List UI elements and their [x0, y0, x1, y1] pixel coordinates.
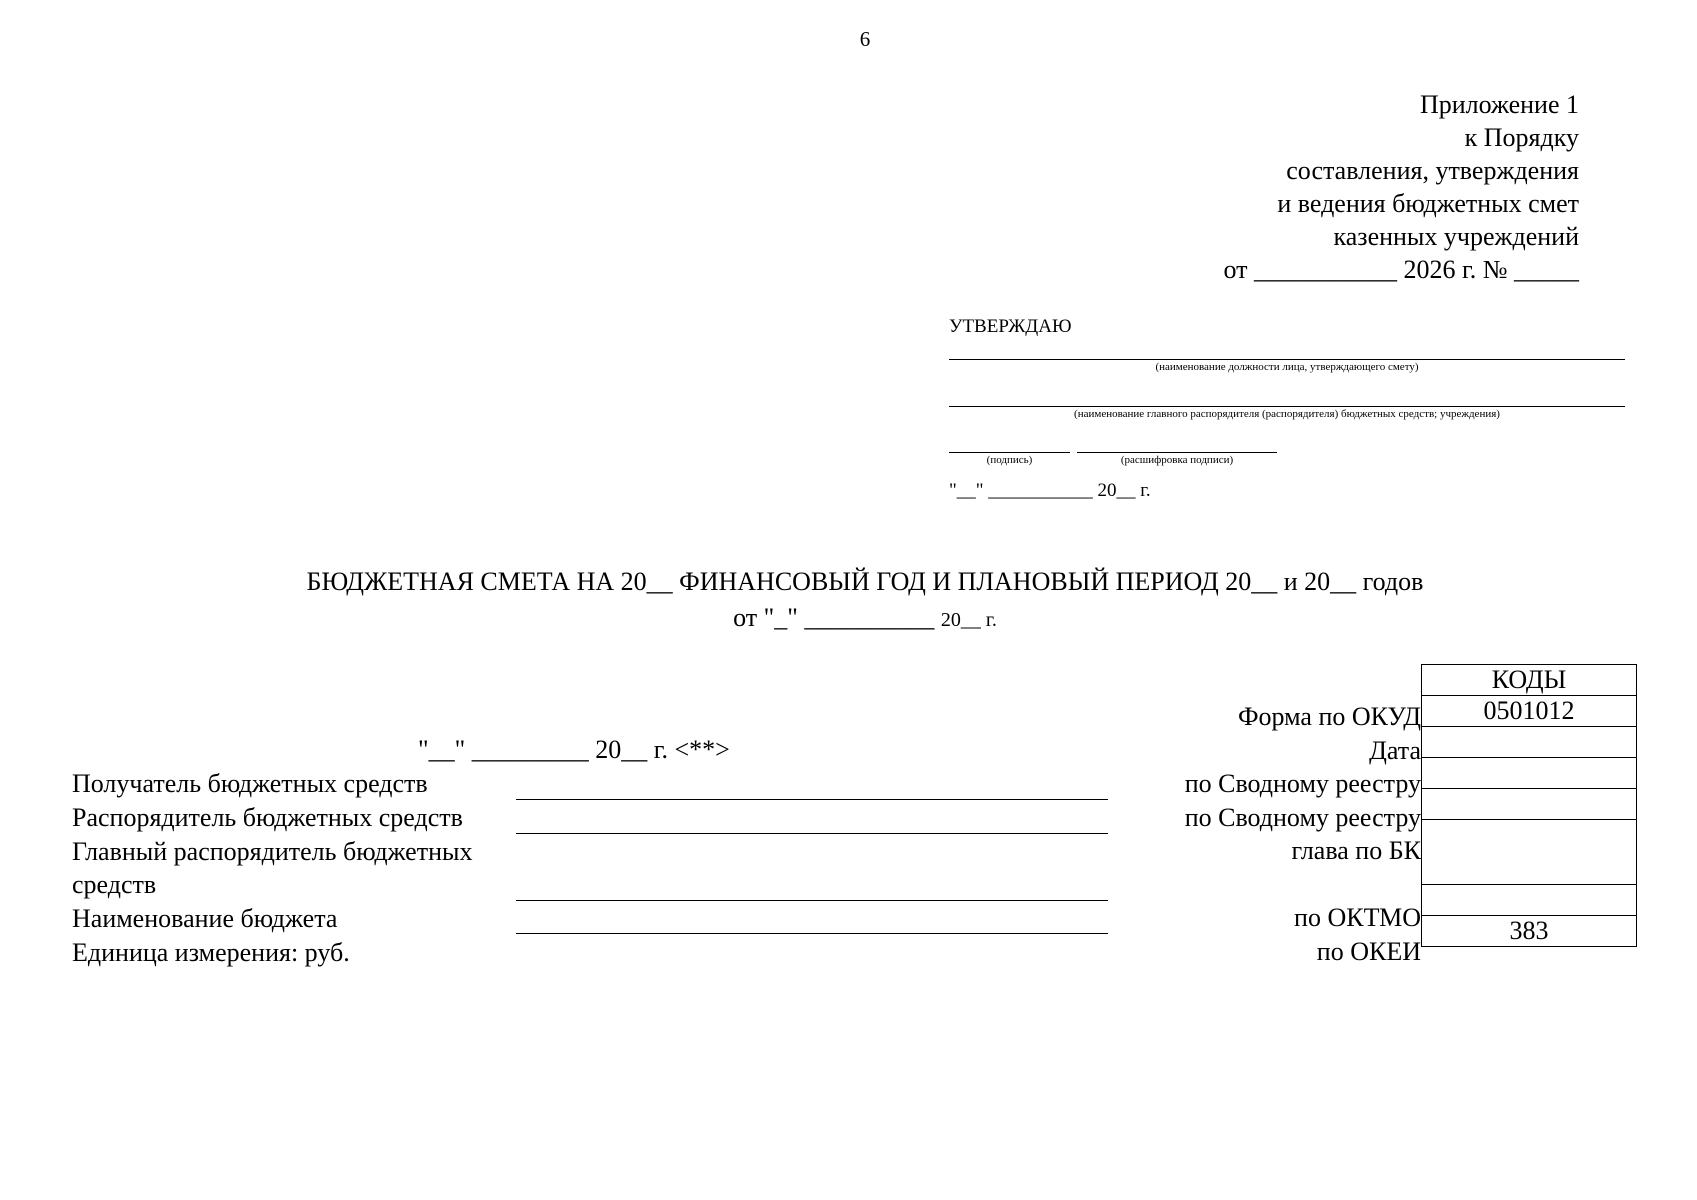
chief-manager-field[interactable]: [516, 900, 1108, 901]
registry-label-1: по Сводному реестру: [1184, 769, 1421, 798]
approval-signature-caption: (подпись): [986, 454, 1033, 466]
approval-position-caption: (наименование должности лица, утверждающего смету): [1155, 361, 1419, 373]
date-code-cell[interactable]: [1422, 727, 1637, 758]
okei-code-cell[interactable]: 383: [1422, 916, 1637, 947]
codes-header: КОДЫ: [1422, 665, 1637, 696]
oktmo-code-cell[interactable]: [1422, 885, 1637, 916]
oktmo-label: по ОКТМО: [1294, 903, 1421, 932]
appendix-line-2: к Порядку: [1464, 123, 1579, 152]
approval-decoding-caption: (расшифровка подписи): [1120, 454, 1234, 466]
approval-title: УТВЕРЖДАЮ: [949, 316, 1072, 337]
manager-label: Распорядитель бюджетных средств: [72, 803, 463, 832]
approval-signature-line[interactable]: [949, 452, 1070, 453]
document-date-suffix: 20__ г.: [940, 609, 997, 631]
budget-name-field[interactable]: [516, 933, 1108, 934]
appendix-line-5: казенных учреждений: [1333, 222, 1579, 251]
unit-label: Единица измерения: руб.: [72, 938, 350, 967]
document-date: [0, 603, 1697, 633]
approval-decoding-line[interactable]: [1077, 452, 1277, 453]
appendix-line-6: от ___________ 2026 г. № _____: [1223, 255, 1579, 284]
document-title: БЮДЖЕТНАЯ СМЕТА НА 20__ ФИНАНСОВЫЙ ГОД И ПЛАНОВЫЙ ПЕРИОД 20__ и 20__ годов: [306, 567, 1424, 596]
approval-manager-line[interactable]: [949, 406, 1625, 407]
okei-label: по ОКЕИ: [1316, 937, 1421, 966]
okud-code-cell[interactable]: 0501012: [1422, 696, 1637, 727]
codes-table: [1421, 664, 1637, 947]
date-code-label: Дата: [1369, 736, 1421, 765]
appendix-line-1: Приложение 1: [1419, 90, 1579, 119]
recipient-label: Получатель бюджетных средств: [72, 769, 428, 798]
registry-code-cell-1[interactable]: [1422, 758, 1637, 789]
chief-manager-label-2: средств: [72, 870, 157, 899]
registry-code-cell-2[interactable]: [1422, 789, 1637, 820]
approval-position-line[interactable]: [949, 359, 1625, 360]
recipient-field[interactable]: [516, 799, 1108, 800]
page-number: 6: [859, 27, 871, 51]
chief-manager-label-1: Главный распорядитель бюджетных: [72, 837, 473, 866]
okud-label: Форма по ОКУД: [1238, 702, 1421, 731]
approval-manager-caption: (наименование главного распорядителя (распорядителя) бюджетных средств; учреждения): [1074, 408, 1500, 420]
appendix-line-4: и ведения бюджетных смет: [1277, 189, 1579, 218]
bk-code-cell[interactable]: [1422, 820, 1637, 885]
form-date-line: "__" _________ 20__ г. <**>: [418, 735, 730, 764]
manager-field[interactable]: [516, 833, 1108, 834]
budget-name-label: Наименование бюджета: [72, 904, 338, 933]
registry-label-2: по Сводному реестру: [1184, 803, 1421, 832]
appendix-line-3: составления, утверждения: [1286, 156, 1579, 185]
document-date-prefix: от "_" __________: [733, 603, 935, 632]
bk-label: глава по БК: [1291, 836, 1421, 865]
approval-date: "__" ___________ 20__ г.: [949, 480, 1151, 501]
